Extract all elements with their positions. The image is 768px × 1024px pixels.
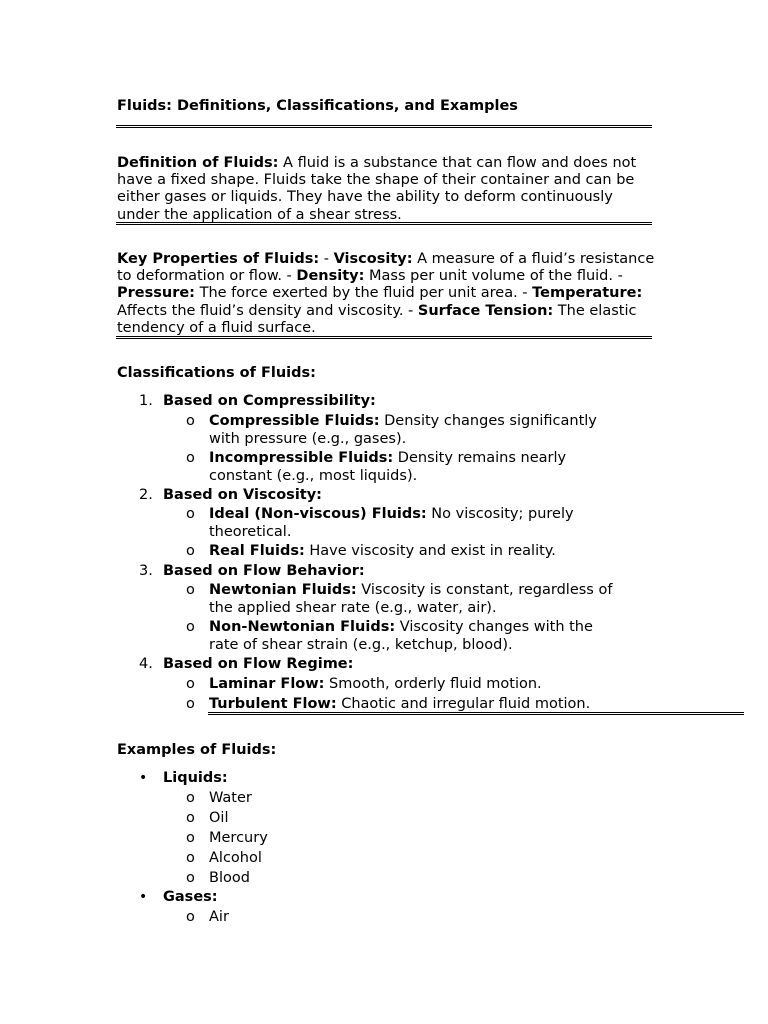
bullet: •	[139, 889, 148, 905]
list-item: Mercury	[209, 830, 268, 846]
divider	[116, 222, 652, 225]
example-group-label: Liquids:	[163, 770, 228, 786]
list-number: 1.	[139, 393, 153, 409]
list-item: Water	[209, 790, 252, 806]
example-group-label: Gases:	[163, 889, 218, 905]
sub-bullet: o	[186, 870, 195, 886]
list-item: Compressible Fluids: Density changes significantly	[209, 413, 597, 429]
sub-bullet: o	[186, 506, 195, 522]
sub-bullet: o	[186, 676, 195, 692]
sub-bullet: o	[186, 413, 195, 429]
list-item: Real Fluids: Have viscosity and exist in reality.	[209, 543, 556, 559]
bullet: •	[139, 770, 148, 786]
classification-group-label: Based on Flow Regime:	[163, 656, 354, 672]
examples-heading: Examples of Fluids:	[117, 742, 277, 758]
sub-bullet: o	[186, 450, 195, 466]
classification-group-label: Based on Flow Behavior:	[163, 563, 365, 579]
divider	[208, 712, 744, 715]
property-name: Viscosity:	[333, 251, 413, 267]
property-name: Density:	[296, 268, 365, 285]
list-number: 3.	[139, 563, 153, 579]
list-item: Oil	[209, 810, 229, 826]
property-desc: A measure of a fluid’s resistance to deformation or flow.	[117, 251, 655, 285]
properties-paragraph: Key Properties of Fluids: - Viscosity: A measure of a fluid’s resistance to deformation or flow. - Density: Mass per unit volume of the fluid. - Pressure: The force exerted by the fluid per unit area. - Temperature: Affects the fluid’s density and viscosity. - Surface Tension: The elastic tendency of a fluid surface.	[117, 251, 655, 336]
property-name: Pressure:	[117, 285, 195, 302]
list-item: Incompressible Fluids: Density remains nearly	[209, 450, 567, 466]
property-desc: The force exerted by the fluid per unit area.	[194, 285, 518, 302]
classification-group-label: Based on Compressibility:	[163, 393, 376, 409]
divider	[116, 336, 652, 339]
property-name: Surface Tension:	[417, 302, 554, 319]
list-item-continuation: theoretical.	[209, 524, 292, 540]
list-item: Alcohol	[209, 850, 262, 866]
property-desc: The elastic tendency of a fluid surface.	[117, 302, 637, 336]
sub-bullet: o	[186, 830, 195, 846]
list-item: Blood	[209, 870, 250, 886]
property-desc: Mass per unit volume of the fluid.	[364, 268, 613, 285]
sub-bullet: o	[186, 850, 195, 866]
sub-bullet: o	[186, 543, 195, 559]
property-name: Temperature:	[532, 285, 643, 302]
list-item: Laminar Flow: Smooth, orderly fluid motion.	[209, 676, 542, 692]
list-item-continuation: with pressure (e.g., gases).	[209, 431, 407, 447]
sub-bullet: o	[186, 582, 195, 598]
list-number: 2.	[139, 487, 153, 503]
list-item-continuation: constant (e.g., most liquids).	[209, 468, 418, 484]
list-item-continuation: the applied shear rate (e.g., water, air).	[209, 600, 497, 616]
classifications-heading: Classifications of Fluids:	[117, 365, 316, 381]
sub-bullet: o	[186, 790, 195, 806]
definition-text: A fluid is a substance that can flow and does not have a fixed shape. Fluids take the shape of their container and can be either gases or liquids. They have the ability to deform continuously under the application of a shear stress.	[117, 155, 637, 223]
classification-group-label: Based on Viscosity:	[163, 487, 322, 503]
definition-paragraph	[117, 155, 657, 224]
list-item-continuation: rate of shear strain (e.g., ketchup, blood).	[209, 637, 513, 653]
list-number: 4.	[139, 656, 153, 672]
property-desc: Affects the fluid’s density and viscosity.	[117, 302, 404, 319]
list-item: Turbulent Flow: Chaotic and irregular fluid motion.	[209, 696, 591, 712]
sub-bullet: o	[186, 619, 195, 635]
list-item: Air	[209, 909, 229, 925]
list-item: Ideal (Non-viscous) Fluids: No viscosity; purely	[209, 506, 574, 522]
divider	[116, 125, 652, 128]
sub-bullet: o	[186, 696, 195, 712]
document-title: Fluids: Definitions, Classifications, and Examples	[117, 98, 518, 114]
list-item: Non-Newtonian Fluids: Viscosity changes with the	[209, 619, 593, 635]
list-item: Newtonian Fluids: Viscosity is constant, regardless of	[209, 582, 613, 598]
properties-label: Key Properties of Fluids:	[117, 251, 320, 267]
definition-label: Definition of Fluids:	[117, 155, 279, 171]
sub-bullet: o	[186, 810, 195, 826]
sub-bullet: o	[186, 909, 195, 925]
